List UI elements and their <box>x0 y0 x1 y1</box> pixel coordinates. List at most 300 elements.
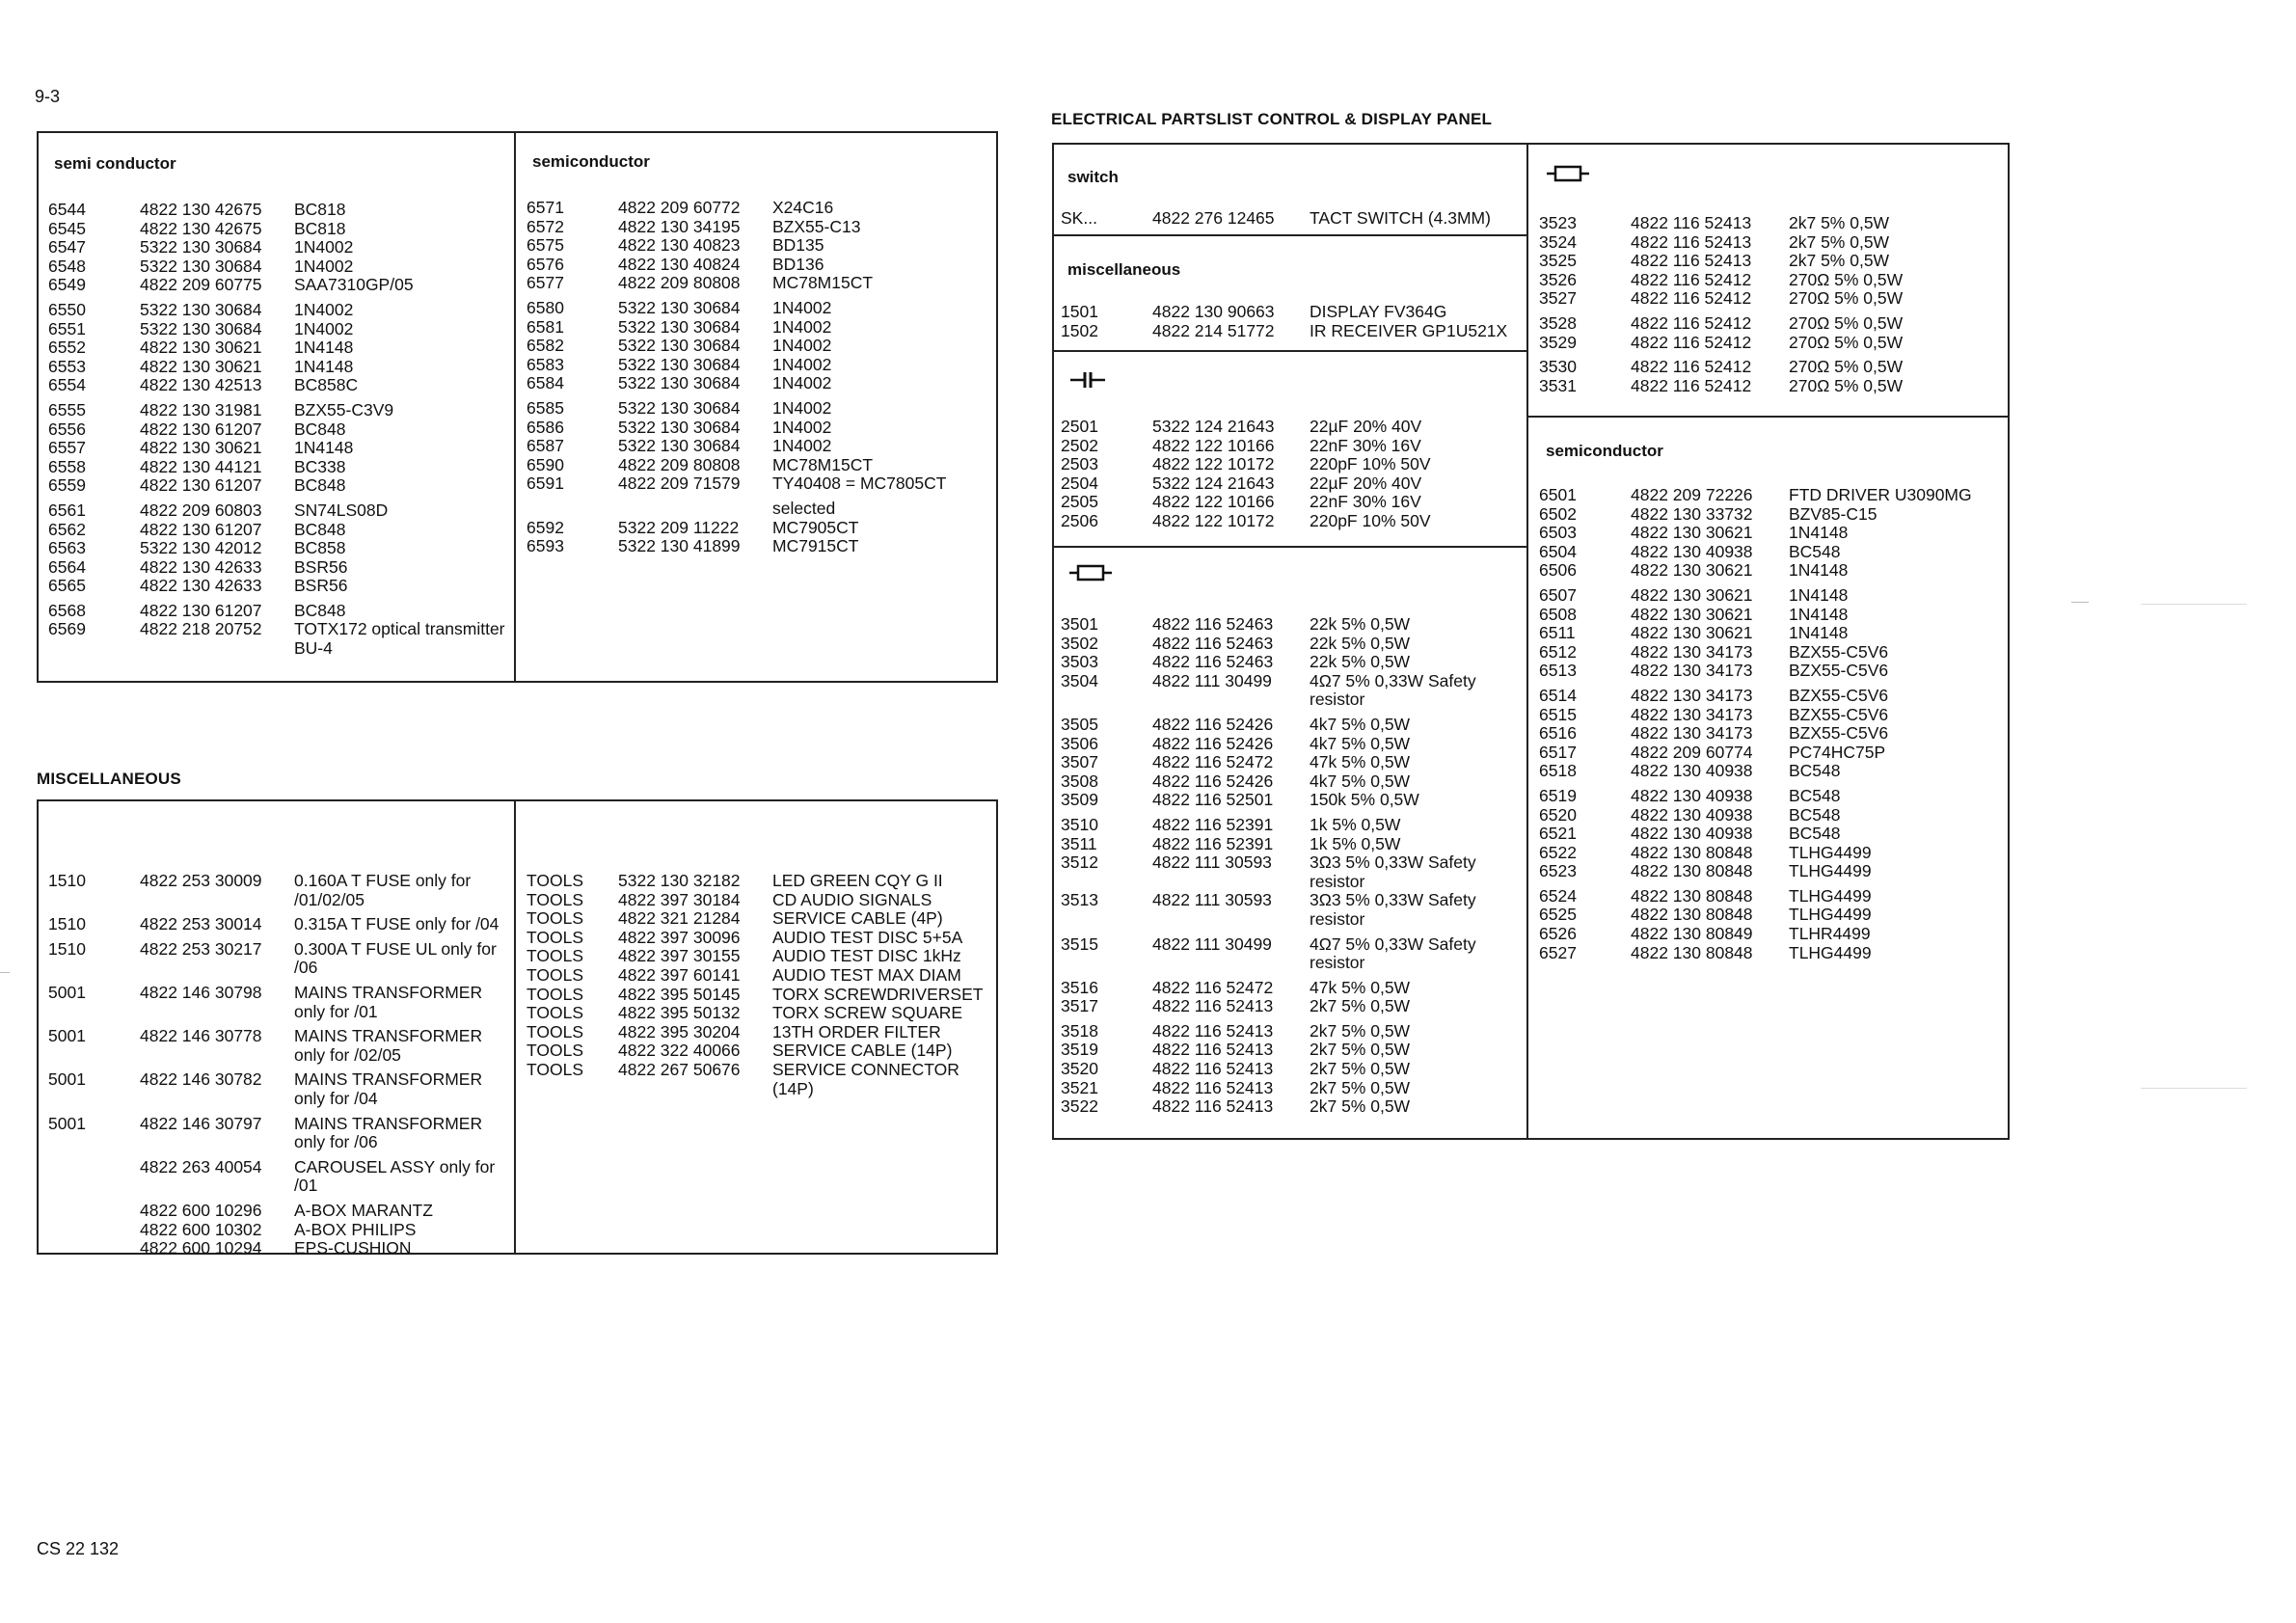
item-position: 6593 <box>527 536 564 556</box>
list-item <box>1539 543 2020 562</box>
item-code: 4822 116 52472 <box>1152 752 1274 772</box>
item-code: 4822 116 52391 <box>1152 814 1274 834</box>
list-item <box>1061 690 1522 710</box>
list-item <box>1061 1022 1522 1041</box>
list-item <box>48 620 526 639</box>
item-position: TOOLS <box>527 984 584 1004</box>
item-code: 4822 130 34173 <box>1631 723 1753 744</box>
item-description: 1N4148 <box>294 438 354 458</box>
item-position: TOOLS <box>527 871 584 890</box>
list-item <box>527 356 1004 375</box>
item-code: 4822 397 30155 <box>618 946 741 966</box>
list-item <box>48 501 526 521</box>
item-description: 4Ω7 5% 0,33W Safety <box>1310 670 1476 690</box>
item-position: 6555 <box>48 399 86 419</box>
item-position: 6511 <box>1539 623 1576 643</box>
item-position: 6516 <box>1539 723 1577 744</box>
list-item <box>48 276 526 295</box>
item-position: 6545 <box>48 218 86 238</box>
item-description: MAINS TRANSFORMER <box>294 1069 483 1090</box>
list-item <box>1539 643 2020 663</box>
item-position: 3521 <box>1061 1077 1098 1097</box>
section-divider <box>1052 546 1527 548</box>
miscellaneous-list <box>48 872 522 1258</box>
item-description: MAINS TRANSFORMER <box>294 982 483 1002</box>
item-description: (14P) <box>772 1078 814 1098</box>
item-description: /06 <box>294 958 318 978</box>
item-code: 4822 395 30204 <box>618 1021 741 1041</box>
item-description: 220pF 10% 50V <box>1310 454 1431 474</box>
list-item <box>1539 314 2001 334</box>
item-position: 6571 <box>527 198 564 217</box>
item-description: BC548 <box>1789 824 1841 844</box>
item-position: 6584 <box>527 373 564 393</box>
item-position: 6577 <box>527 273 564 293</box>
item-position: 3522 <box>1061 1096 1098 1117</box>
item-position: 6513 <box>1539 661 1577 681</box>
item-position: 6556 <box>48 419 86 439</box>
list-item <box>48 1177 522 1196</box>
list-item <box>527 872 1004 891</box>
item-description: 2k7 5% 0,5W <box>1310 1059 1411 1079</box>
list-item <box>1539 862 2020 881</box>
item-position: 2506 <box>1061 510 1098 530</box>
list-item <box>527 966 1004 986</box>
item-code: 4822 214 51772 <box>1152 320 1275 340</box>
item-position: 2504 <box>1061 473 1098 493</box>
item-position: 3519 <box>1061 1040 1098 1060</box>
item-position: SK... <box>1061 208 1097 228</box>
item-code: 4822 130 42675 <box>140 218 262 238</box>
item-position: 6592 <box>527 517 564 537</box>
list-item <box>1061 997 1522 1016</box>
item-description: BSR56 <box>294 576 348 596</box>
list-item <box>527 1061 1004 1080</box>
item-description: 1N4002 <box>772 417 832 437</box>
item-description: BC818 <box>294 200 346 219</box>
item-code: 4822 276 12465 <box>1152 208 1275 228</box>
item-position: 6525 <box>1539 905 1577 925</box>
item-description: 1N4002 <box>294 318 354 338</box>
item-position: 3506 <box>1061 733 1098 753</box>
list-item <box>1061 653 1522 672</box>
item-description: 22nF 30% 16V <box>1310 492 1421 512</box>
item-code: 5322 130 30684 <box>618 354 741 374</box>
list-item <box>1061 873 1522 892</box>
list-item <box>1061 512 1522 531</box>
list-item <box>527 1004 1004 1023</box>
list-item <box>1061 209 1522 229</box>
item-description: CD AUDIO SIGNALS <box>772 889 932 909</box>
item-position: 3530 <box>1539 357 1577 377</box>
item-description: 2k7 5% 0,5W <box>1789 213 1890 232</box>
item-position: 6591 <box>527 473 564 494</box>
item-code: 4822 209 60803 <box>140 500 262 520</box>
item-code: 4822 130 61207 <box>140 519 262 539</box>
item-code: 4822 122 10172 <box>1152 454 1275 474</box>
item-position: 6502 <box>1539 503 1577 524</box>
item-description: BC548 <box>1789 761 1841 781</box>
list-item <box>1539 662 2020 681</box>
item-description: 1N4002 <box>294 237 354 257</box>
item-position: 3529 <box>1539 332 1577 352</box>
item-code: 4822 130 80848 <box>1631 885 1753 906</box>
list-item <box>1061 1060 1522 1079</box>
item-position: 3531 <box>1539 375 1577 395</box>
list-item <box>1539 762 2020 781</box>
item-code: 4822 209 71579 <box>618 473 741 494</box>
item-code: 4822 209 60774 <box>1631 742 1753 762</box>
item-position: 6547 <box>48 237 86 257</box>
item-description: BZX55-C3V9 <box>294 399 394 419</box>
list-item <box>1539 806 2020 825</box>
list-item <box>1539 787 2020 806</box>
item-position: 6561 <box>48 500 86 520</box>
item-description: BC338 <box>294 456 346 476</box>
item-description: TLHG4499 <box>1789 885 1872 906</box>
item-position: TOOLS <box>527 1059 584 1079</box>
item-description: 1N4148 <box>1789 560 1849 581</box>
item-code: 4822 130 30621 <box>1631 560 1753 581</box>
list-item <box>1061 791 1522 810</box>
item-code: 4822 116 52412 <box>1631 375 1752 395</box>
item-description: BC848 <box>294 419 346 439</box>
item-position: 1501 <box>1061 302 1098 321</box>
item-code: 4822 130 30621 <box>1631 584 1753 605</box>
item-position: 6515 <box>1539 704 1577 724</box>
resistor-list-right <box>1539 214 2001 395</box>
item-description: 1N4002 <box>772 316 832 337</box>
item-position: 6587 <box>527 436 564 456</box>
item-code: 4822 253 30014 <box>140 914 262 934</box>
item-code: 5322 130 30684 <box>618 436 741 456</box>
item-code: 4822 116 52412 <box>1631 312 1752 333</box>
list-item <box>48 1070 522 1090</box>
item-position: 6582 <box>527 336 564 356</box>
item-description: 1N4002 <box>772 354 832 374</box>
list-item <box>1539 524 2020 543</box>
item-position: 6503 <box>1539 523 1577 543</box>
item-code: 4822 116 52413 <box>1152 1020 1274 1041</box>
item-code: 4822 209 72226 <box>1631 485 1753 504</box>
item-position: 6572 <box>527 216 564 236</box>
item-description: 1N4002 <box>294 299 354 319</box>
page-number: 9-3 <box>35 87 61 106</box>
item-code: 4822 116 52412 <box>1631 332 1752 352</box>
item-code: 4822 130 40938 <box>1631 761 1753 781</box>
item-code: 4822 146 30798 <box>140 982 262 1002</box>
item-description: 1N4148 <box>1789 604 1849 624</box>
list-item <box>1061 493 1522 512</box>
item-position: 6508 <box>1539 604 1577 624</box>
list-item <box>1539 289 2001 309</box>
list-item <box>527 909 1004 929</box>
list-item <box>48 1115 522 1134</box>
item-description: selected <box>772 498 836 518</box>
semi-conductor-heading: semi conductor <box>54 154 176 173</box>
item-position: 6522 <box>1539 842 1577 862</box>
item-code: 5322 124 21643 <box>1152 417 1275 436</box>
item-description: FTD DRIVER U3090MG <box>1789 485 1972 504</box>
item-position: 3501 <box>1061 614 1098 634</box>
item-position: TOOLS <box>527 927 584 947</box>
item-code: 4822 111 30593 <box>1152 852 1272 873</box>
item-code: 5322 130 30684 <box>618 397 741 418</box>
list-item <box>1539 358 2001 377</box>
list-item <box>527 1023 1004 1042</box>
item-code: 4822 130 34173 <box>1631 661 1753 681</box>
list-item <box>1061 303 1522 322</box>
item-code: 4822 116 52426 <box>1152 714 1274 734</box>
item-description: 22k 5% 0,5W <box>1310 614 1411 634</box>
item-description: 220pF 10% 50V <box>1310 510 1431 530</box>
item-description: 270Ω 5% 0,5W <box>1789 269 1904 289</box>
list-item <box>527 456 1004 475</box>
list-item <box>48 1221 522 1240</box>
list-item <box>1061 1097 1522 1117</box>
item-code: 4822 130 61207 <box>140 475 262 496</box>
item-description: 22k 5% 0,5W <box>1310 652 1411 672</box>
list-item <box>1061 910 1522 930</box>
semiconductor-list-right <box>1539 486 2020 962</box>
item-code: 4822 130 80848 <box>1631 861 1753 881</box>
item-description: 1k 5% 0,5W <box>1310 814 1401 834</box>
list-item <box>1061 853 1522 873</box>
item-description: 2k7 5% 0,5W <box>1310 1040 1411 1060</box>
item-description: SERVICE CABLE (14P) <box>772 1041 953 1061</box>
item-position: 3520 <box>1061 1059 1098 1079</box>
item-position: 3523 <box>1539 213 1577 232</box>
item-position: 1510 <box>48 871 86 890</box>
item-position: 6565 <box>48 576 86 596</box>
item-position: 5001 <box>48 1026 86 1046</box>
item-description: BC548 <box>1789 541 1841 561</box>
right-section-title: ELECTRICAL PARTSLIST CONTROL & DISPLAY PANEL <box>1051 110 1493 128</box>
scan-mark <box>0 972 10 973</box>
item-position: 3512 <box>1061 852 1098 873</box>
item-description: 150k 5% 0,5W <box>1310 790 1419 810</box>
item-description: 1N4002 <box>772 336 832 356</box>
list-item <box>527 374 1004 393</box>
item-position: TOOLS <box>527 964 584 985</box>
item-description: BZX55-C5V6 <box>1789 704 1889 724</box>
item-description: 2k7 5% 0,5W <box>1789 231 1890 252</box>
item-description: A-BOX MARANTZ <box>294 1200 433 1220</box>
item-code: 4822 130 42513 <box>140 375 262 395</box>
list-item <box>48 420 526 440</box>
list-item <box>1061 954 1522 973</box>
item-description: AUDIO TEST DISC 1kHz <box>772 946 961 966</box>
item-position: 5001 <box>48 1113 86 1133</box>
item-position: 3527 <box>1539 288 1577 309</box>
item-description: TLHG4499 <box>1789 861 1872 881</box>
item-description: 2k7 5% 0,5W <box>1310 1077 1411 1097</box>
resistor-list <box>1061 615 1522 1117</box>
item-description: BZX55-C5V6 <box>1789 685 1889 705</box>
item-description: AUDIO TEST DISC 5+5A <box>772 927 963 947</box>
item-position: 6521 <box>1539 824 1577 844</box>
item-position: 2502 <box>1061 435 1098 455</box>
list-item <box>48 376 526 395</box>
item-code: 4822 130 40938 <box>1631 541 1753 561</box>
item-position: 3508 <box>1061 771 1098 791</box>
list-item <box>48 521 526 540</box>
list-item <box>48 1090 522 1109</box>
item-description: EPS-CUSHION <box>294 1238 412 1258</box>
item-position: 3504 <box>1061 670 1098 690</box>
list-item <box>48 577 526 596</box>
item-code: 4822 130 40938 <box>1631 824 1753 844</box>
item-position: 6514 <box>1539 685 1577 705</box>
item-description: BZX55-C5V6 <box>1789 723 1889 744</box>
list-item <box>1061 979 1522 998</box>
list-item <box>1539 586 2020 606</box>
item-description: IR RECEIVER GP1U521X <box>1310 320 1508 340</box>
item-description: BZX55-C5V6 <box>1789 641 1889 662</box>
list-item <box>527 274 1004 293</box>
item-position: 6506 <box>1539 560 1577 581</box>
item-code: 4822 146 30778 <box>140 1026 262 1046</box>
item-position: 2503 <box>1061 454 1098 474</box>
item-description: 4k7 5% 0,5W <box>1310 733 1411 753</box>
item-position: 1502 <box>1061 320 1098 340</box>
item-position: 6517 <box>1539 742 1577 762</box>
item-description: TLHR4499 <box>1789 924 1871 944</box>
item-code: 4822 130 40938 <box>1631 785 1753 805</box>
item-position: 6575 <box>527 235 564 256</box>
item-description: 22µF 20% 40V <box>1310 417 1422 436</box>
item-description: 47k 5% 0,5W <box>1310 977 1411 997</box>
item-position: 6520 <box>1539 804 1577 825</box>
item-description: 270Ω 5% 0,5W <box>1789 288 1904 309</box>
list-item <box>48 1202 522 1221</box>
semiconductor-list <box>527 199 1004 556</box>
list-item <box>1539 606 2020 625</box>
list-item <box>48 358 526 377</box>
item-position: TOOLS <box>527 908 584 929</box>
item-code: 4822 130 90663 <box>1152 302 1275 321</box>
item-code: 4822 130 34173 <box>1631 704 1753 724</box>
item-description: 2k7 5% 0,5W <box>1789 251 1890 271</box>
item-code: 4822 116 52426 <box>1152 771 1274 791</box>
item-position: 2505 <box>1061 492 1098 512</box>
item-position: 3510 <box>1061 814 1098 834</box>
item-position: 3502 <box>1061 633 1098 653</box>
list-item <box>48 1003 522 1022</box>
item-description: TLHG4499 <box>1789 905 1872 925</box>
item-code: 4822 397 30096 <box>618 927 741 947</box>
item-position: 6583 <box>527 354 564 374</box>
list-item <box>1061 635 1522 654</box>
item-description: 3Ω3 5% 0,33W Safety <box>1310 852 1476 873</box>
item-position: 6512 <box>1539 641 1577 662</box>
item-code: 5322 130 42012 <box>140 538 262 558</box>
item-code: 4822 130 30621 <box>1631 623 1753 643</box>
item-code: 4822 130 34173 <box>1631 685 1753 705</box>
item-code: 4822 130 31981 <box>140 399 262 419</box>
list-item <box>1539 844 2020 863</box>
item-position: 6557 <box>48 438 86 458</box>
item-code: 4822 209 60772 <box>618 198 741 217</box>
list-item <box>48 476 526 496</box>
item-code: 5322 130 32182 <box>618 871 741 890</box>
item-description: 270Ω 5% 0,5W <box>1789 312 1904 333</box>
list-item <box>48 959 522 978</box>
item-code: 4822 116 52413 <box>1631 231 1752 252</box>
item-description: BC858C <box>294 375 359 395</box>
item-code: 4822 130 80848 <box>1631 905 1753 925</box>
list-item <box>527 256 1004 275</box>
item-code: 4822 600 10302 <box>140 1219 262 1239</box>
list-item <box>48 458 526 477</box>
list-item <box>48 1239 522 1258</box>
list-item <box>1539 561 2020 581</box>
list-item <box>1539 906 2020 925</box>
item-description: 22nF 30% 16V <box>1310 435 1421 455</box>
item-position: 6554 <box>48 375 86 395</box>
item-description: 1N4002 <box>772 373 832 393</box>
item-code: 4822 116 52413 <box>1152 996 1274 1016</box>
item-code: 4822 130 34173 <box>1631 641 1753 662</box>
item-description: 13TH ORDER FILTER <box>772 1021 941 1041</box>
item-description: 1k 5% 0,5W <box>1310 833 1401 853</box>
item-code: 4822 130 61207 <box>140 600 262 620</box>
item-description: only for /04 <box>294 1088 378 1108</box>
list-item <box>1539 744 2020 763</box>
item-code: 4822 322 40066 <box>618 1041 741 1061</box>
item-code: 4822 111 30499 <box>1152 670 1272 690</box>
item-code: 4822 146 30797 <box>140 1113 262 1133</box>
list-item <box>1539 724 2020 744</box>
item-code: 4822 116 52463 <box>1152 614 1274 634</box>
list-item <box>48 301 526 320</box>
item-position: 3505 <box>1061 714 1098 734</box>
list-item <box>1539 825 2020 844</box>
item-position: 6501 <box>1539 485 1577 504</box>
item-code: 4822 130 33732 <box>1631 503 1753 524</box>
item-code: 4822 397 60141 <box>618 964 741 985</box>
item-code: 5322 130 30684 <box>140 318 262 338</box>
section-divider <box>1052 350 1527 352</box>
item-code: 4822 130 42675 <box>140 200 262 219</box>
item-position: TOOLS <box>527 1021 584 1041</box>
item-position: TOOLS <box>527 1041 584 1061</box>
item-code: 4822 116 52391 <box>1152 833 1274 853</box>
item-description: BZX55-C5V6 <box>1789 661 1889 681</box>
item-code: 4822 116 52413 <box>1152 1059 1274 1079</box>
item-position: 1510 <box>48 914 86 934</box>
list-item <box>48 1158 522 1177</box>
list-item <box>1061 716 1522 735</box>
item-code: 4822 130 34195 <box>618 216 741 236</box>
item-code: 4822 116 52413 <box>1152 1096 1274 1117</box>
item-description: 1N4148 <box>294 338 354 358</box>
list-item <box>527 299 1004 318</box>
list-item <box>48 1046 522 1066</box>
list-item <box>1061 753 1522 772</box>
item-code: 4822 116 52412 <box>1631 288 1752 309</box>
item-description: TOTX172 optical transmitter <box>294 619 505 639</box>
item-description: 1N4002 <box>772 436 832 456</box>
item-description: MC78M15CT <box>772 273 874 293</box>
item-position: TOOLS <box>527 889 584 909</box>
list-item <box>1061 772 1522 792</box>
list-item <box>1061 455 1522 474</box>
list-item <box>48 984 522 1003</box>
list-item <box>48 238 526 257</box>
item-description: DISPLAY FV364G <box>1310 302 1447 321</box>
list-item <box>1539 271 2001 290</box>
